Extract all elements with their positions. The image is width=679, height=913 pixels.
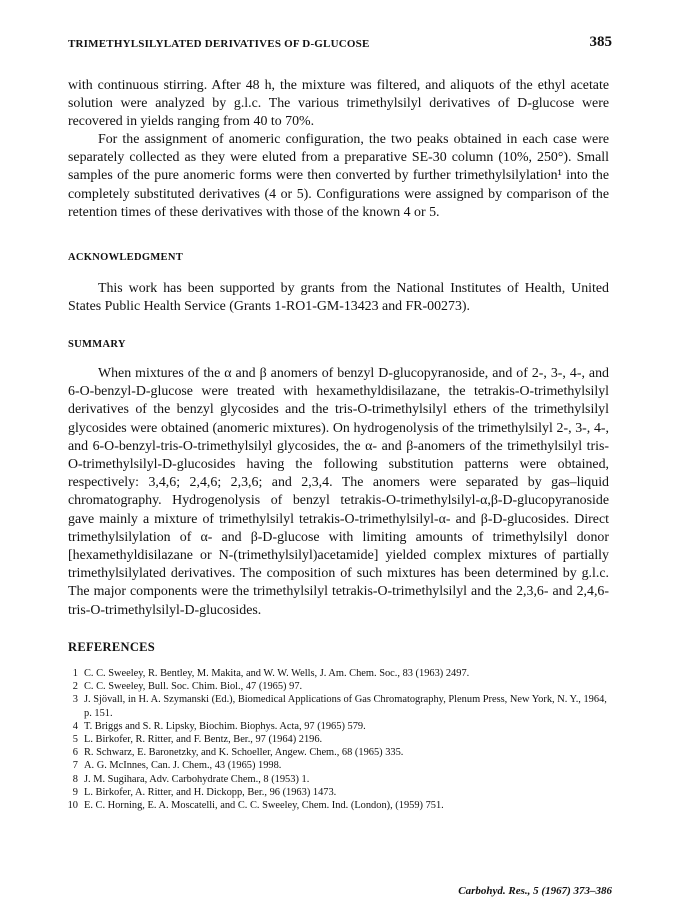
reference-item: 4 T. Briggs and S. R. Lipsky, Biochim. Biophys. Acta, 97 (1965) 579. <box>72 720 366 732</box>
references-list <box>64 667 614 812</box>
acknowledgment-text: This work has been supported by grants from the National Institutes of Health, United States Public Health Service (Grants 1-RO1-GM-13423 and FR-00273). <box>68 281 609 315</box>
page-number: 385 <box>589 34 612 50</box>
intro-paragraph-2: For the assignment of anomeric configuration, the two peaks obtained in each case were separately collected as they were eluted from a preparative SE-30 column (10%, 250°). Small samples of the pure anomeric forms were then converted by further trimethylsilylation¹ into the completely substituted derivatives (4 or 5). Configurations were assigned by comparison of the retention times of these derivatives with those of the known 4 or 5. <box>68 132 609 220</box>
running-title: TRIMETHYLSILYLATED DERIVATIVES OF D-GLUCOSE <box>68 38 370 50</box>
acknowledgment-heading: ACKNOWLEDGMENT <box>68 252 184 263</box>
intro-paragraph-1: with continuous stirring. After 48 h, the mixture was filtered, and aliquots of the ethyl acetate solution were analyzed by g.l.c. The various trimethylsilyl derivatives of D-glucose were recovered in yields ranging from 40 to 70%. <box>68 78 609 130</box>
summary-text: When mixtures of the α and β anomers of benzyl D-glucopyranoside, and of 2-, 3-, 4-, and 6-O-benzyl-D-glucose were treated with hexamethyldisilazane, the tetrakis-O-trimethylsilyl derivatives of the benzyl glycosides and the tris-O-trimethylsilyl ethers of the trimethylsilyl glycosides were obtained (anomeric mixtures). On hydrogenolysis of the trimethylsilyl 2-, 3-, 4-, and 6-O-benzyl-tris-O-trimethylsilyl glycosides, the α- and β-anomers of the trimethylsilyl tris-O-trimethylsilyl-D-glucosides having the following substitution patterns were obtained, respectively: 3,4,6; 2,4,6; 2,3,6; and 2,3,4. The anomers were separated by gas–liquid chromatography. Hydrogenolysis of benzyl tetrakis-O-trimethylsilyl-α,β-D-glucopyranoside gave mainly a mixture of trimethylsilyl tetrakis-O-trimethylsilyl-α- and β-D-glucosides. Direct trimethylsilylation of α- and β-D-glucose with limiting amounts of trimethylsilyl donor [hexamethyldisilazane or N-(trimethylsilyl)acetamide] yielded complex mixtures of partially trimethylsilylated derivatives. The composition of such mixtures has been determined by g.l.c. The major components were the trimethylsilyl tetrakis-O-trimethylsilyl and the 2,3,6- and 2,4,6-tris-O-trimethylsilyl-D-glucosides. <box>68 366 609 618</box>
reference-item: 5 L. Birkofer, R. Ritter, and F. Bentz, Ber., 97 (1964) 2196. <box>72 734 323 746</box>
reference-item: 1 C. C. Sweeley, R. Bentley, M. Makita, and W. W. Wells, J. Am. Chem. Soc., 83 (1963) 2497. <box>72 668 470 679</box>
reference-item: 8 J. M. Sugihara, Adv. Carbohydrate Chem., 8 (1953) 1. <box>72 773 310 785</box>
reference-item: 9 L. Birkofer, A. Ritter, and H. Dickopp, Ber., 96 (1963) 1473. <box>72 786 337 798</box>
reference-item: 7 A. G. McInnes, Can. J. Chem., 43 (1965) 1998. <box>72 760 282 772</box>
summary-heading: SUMMARY <box>68 339 126 350</box>
journal-citation: Carbohyd. Res., 5 (1967) 373–386 <box>458 885 612 897</box>
reference-item: 6 R. Schwarz, E. Baronetzky, and K. Schoeller, Angew. Chem., 68 (1965) 335. <box>72 747 404 759</box>
reference-item: 3 J. Sjövall, in H. A. Szymanski (Ed.), Biomedical Applications of Gas Chromatography, Plenum Press, New York, N. Y., 1964, p. 151. <box>72 694 607 719</box>
reference-item: 2 C. C. Sweeley, Bull. Soc. Chim. Biol., 47 (1965) 97. <box>72 681 303 693</box>
references-heading: REFERENCES <box>68 640 156 654</box>
reference-item: 10 E. C. Horning, E. A. Moscatelli, and C. C. Sweeley, Chem. Ind. (London), (1959) 751. <box>67 800 444 812</box>
